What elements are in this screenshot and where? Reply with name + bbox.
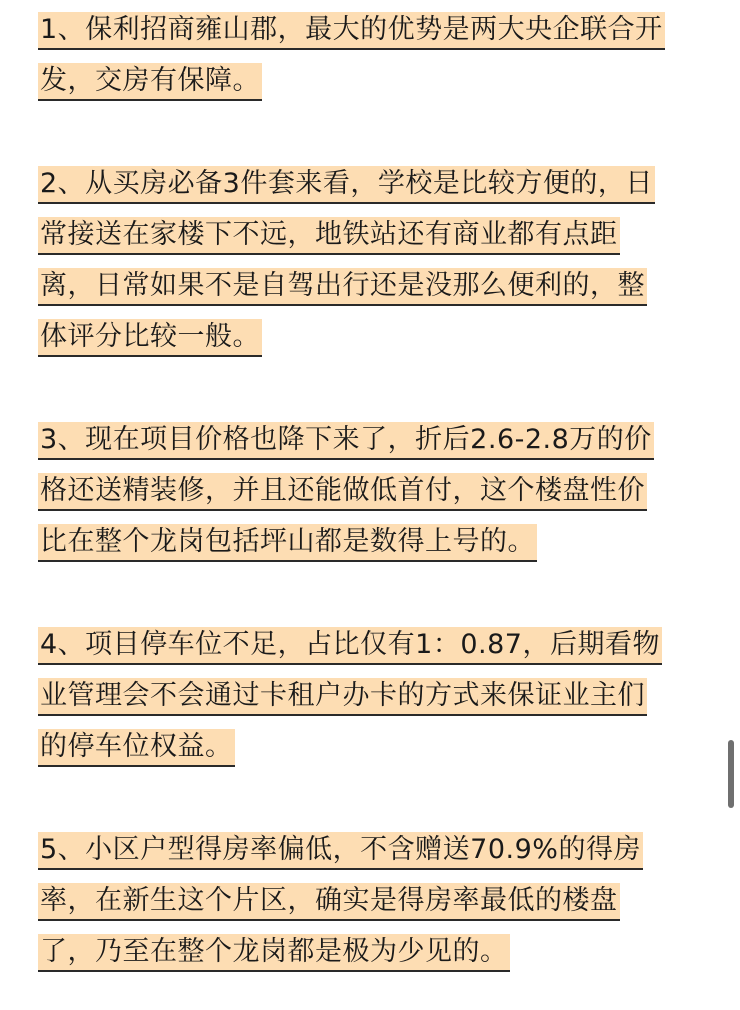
paragraph-spacer [38, 370, 706, 422]
paragraph-2 [38, 166, 706, 370]
paragraph-4 [38, 627, 706, 780]
text-line: 比在整个龙岗包括坪山都是数得上号的。 [38, 524, 537, 562]
paragraph-3 [38, 422, 706, 575]
article-body [38, 12, 706, 985]
scrollbar-thumb[interactable] [728, 740, 734, 808]
text-line: 4、项目停车位不足，占比仅有1：0.87，后期看物 [38, 627, 662, 665]
text-line: 离，日常如果不是自驾出行还是没那么便利的，整 [38, 268, 647, 306]
text-line: 常接送在家楼下不远，地铁站还有商业都有点距 [38, 217, 620, 255]
text-line: 2、从买房必备3件套来看，学校是比较方便的，日 [38, 166, 655, 204]
text-line: 体评分比较一般。 [38, 319, 262, 357]
paragraph-spacer [38, 114, 706, 166]
text-line: 业管理会不会通过卡租户办卡的方式来保证业主们 [38, 678, 647, 716]
text-line: 率，在新生这个片区，确实是得房率最低的楼盘 [38, 883, 620, 921]
text-line: 格还送精装修，并且还能做低首付，这个楼盘性价 [38, 473, 647, 511]
text-line: 3、现在项目价格也降下来了，折后2.6-2.8万的价 [38, 422, 654, 460]
text-line: 1、保利招商雍山郡，最大的优势是两大央企联合开 [38, 12, 665, 50]
text-line: 的停车位权益。 [38, 729, 235, 767]
paragraph-5 [38, 832, 706, 985]
text-line: 5、小区户型得房率偏低，不含赠送70.9%的得房 [38, 832, 643, 870]
paragraph-1 [38, 12, 706, 114]
paragraph-spacer [38, 780, 706, 832]
text-line: 了，乃至在整个龙岗都是极为少见的。 [38, 934, 510, 972]
paragraph-spacer [38, 575, 706, 627]
text-line: 发，交房有保障。 [38, 63, 262, 101]
